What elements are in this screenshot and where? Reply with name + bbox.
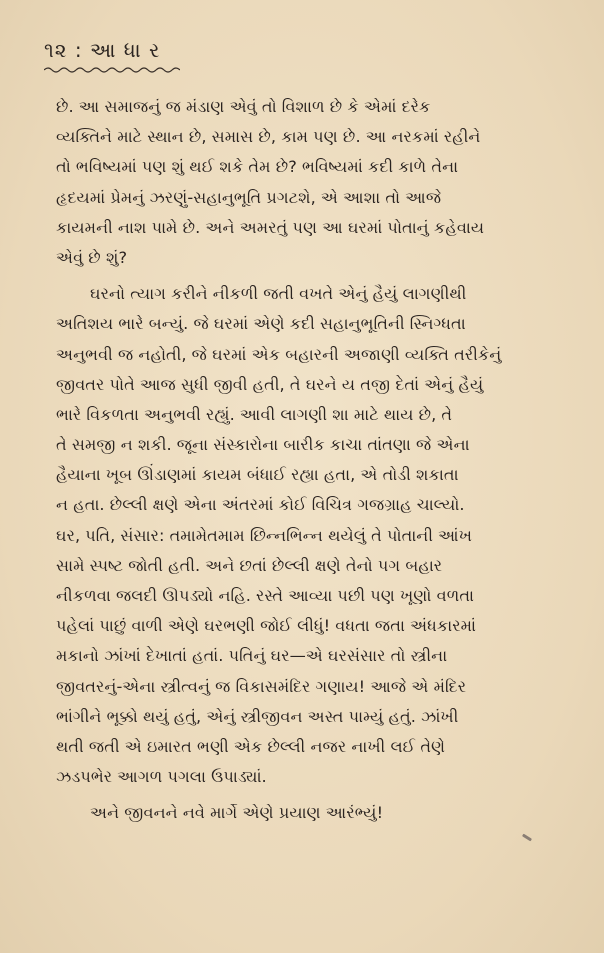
text-line: થતી જતી એ ઇમારત ભણી એક છેલ્લી નજર નાખી લઈ તેણે: [56, 736, 446, 756]
text-line: જીવતરનું-એના સ્ત્રીત્વનું જ વિકાસમંદિર ગણાય! આજે એ મંદિર: [56, 676, 467, 696]
text-line: મકાનો ઝાંખાં દેખાતાં હતાં. પતિનું ઘર—એ ઘરસંસાર તો સ્ત્રીના: [56, 646, 448, 666]
text-line: જીવતર પોતે આજ સુધી જીવી હતી, તે ઘરને ય તજી દેતાં એનું હૈયું: [56, 374, 484, 394]
text-line: હૈયાના ખૂબ ઊંડાણમાં કાયમ બંધાઈ રહ્યા હતા, એ તોડી શકાતા: [56, 465, 459, 485]
text-line: છે. આ સમાજનું જ મંડાણ એવું તો વિશાળ છે કે એમાં દરેક: [56, 97, 431, 116]
text-line: હૃદયમાં પ્રેમનું ઝરણું-સહાનુભૂતિ પ્રગટશે, એ આશા તો આજે: [56, 187, 442, 207]
text-line: સામે સ્પષ્ટ જોતી હતી. અને છતાં છેલ્લી ક્ષણે તેનો પગ બહાર: [56, 555, 443, 575]
text-line: એવું છે શું?: [56, 247, 128, 267]
paragraph-2: [56, 279, 574, 792]
paragraph-1: [56, 92, 574, 273]
body-text: [56, 92, 574, 829]
text-line: અતિશય ભારે બન્યું. જે ઘરમાં એણે કદી સહાનુભૂતિની સ્નિગ્ધતા: [56, 314, 466, 334]
decorative-wavy-rule: [44, 66, 180, 74]
text-line: અને જીવનને નવે માર્ગે એણે પ્રયાણ આરંભ્યું!: [90, 803, 384, 823]
text-line: ઘર, પતિ, સંસાર: તમામેતમામ છિન્નભિન્ન થયેલું તે પોતાની આંખ: [56, 525, 473, 545]
text-line: ભાંગીને ભૂક્કો થયું હતું, એનું સ્ત્રીજીવન અસ્ત પામ્યું હતું. ઝાંખી: [56, 706, 459, 726]
text-line: વ્યક્તિને માટે સ્થાન છે, સમાસ છે, કામ પણ છે. આ નરકમાં રહીને: [56, 127, 481, 147]
text-line: તે સમજી ન શકી. જૂના સંસ્કારોના બારીક કાચા તાંતણા જે એના: [56, 435, 470, 455]
text-line: કાયમની નાશ પામે છે. અને અમરતું પણ આ ઘરમાં પોતાનું કહેવાય: [56, 217, 485, 237]
text-line: અનુભવી જ નહોતી, જે ઘરમાં એક બહારની અજાણી વ્યક્તિ તરીકેનું: [56, 344, 502, 364]
text-line: ઝડપભેર આગળ પગલા ઉપાડ્યાં.: [56, 767, 267, 787]
text-line: ન હતા. છેલ્લી ક્ષણે એના અંતરમાં કોઈ વિચિત્ર ગજગ્રાહ ચાલ્યો.: [56, 495, 465, 515]
page-heading: ૧૨ : આ ધા ર: [44, 38, 161, 62]
text-line: તો ભવિષ્યમાં પણ શું થઈ શકે તેમ છે? ભવિષ્યમાં કદી કાળે તેના: [56, 157, 459, 177]
ink-mark: [522, 834, 532, 842]
text-line: ભારે વિકળતા અનુભવી રહ્યું. આવી લાગણી શા માટે થાય છે, તે: [56, 404, 453, 424]
paragraph-3: [56, 798, 574, 828]
text-line: પહેલાં પાછું વાળી એણે ઘરભણી જોઈ લીધું! વધતા જતા અંધકારમાં: [56, 616, 477, 636]
text-line: નીકળવા જલદી ઊપડ્યો નહિ. રસ્તે આવ્યા પછી પણ ખૂણો વળતા: [56, 586, 475, 605]
text-line: ઘરનો ત્યાગ કરીને નીકળી જતી વખતે એનું હૈયું લાગણીથી: [90, 284, 467, 304]
